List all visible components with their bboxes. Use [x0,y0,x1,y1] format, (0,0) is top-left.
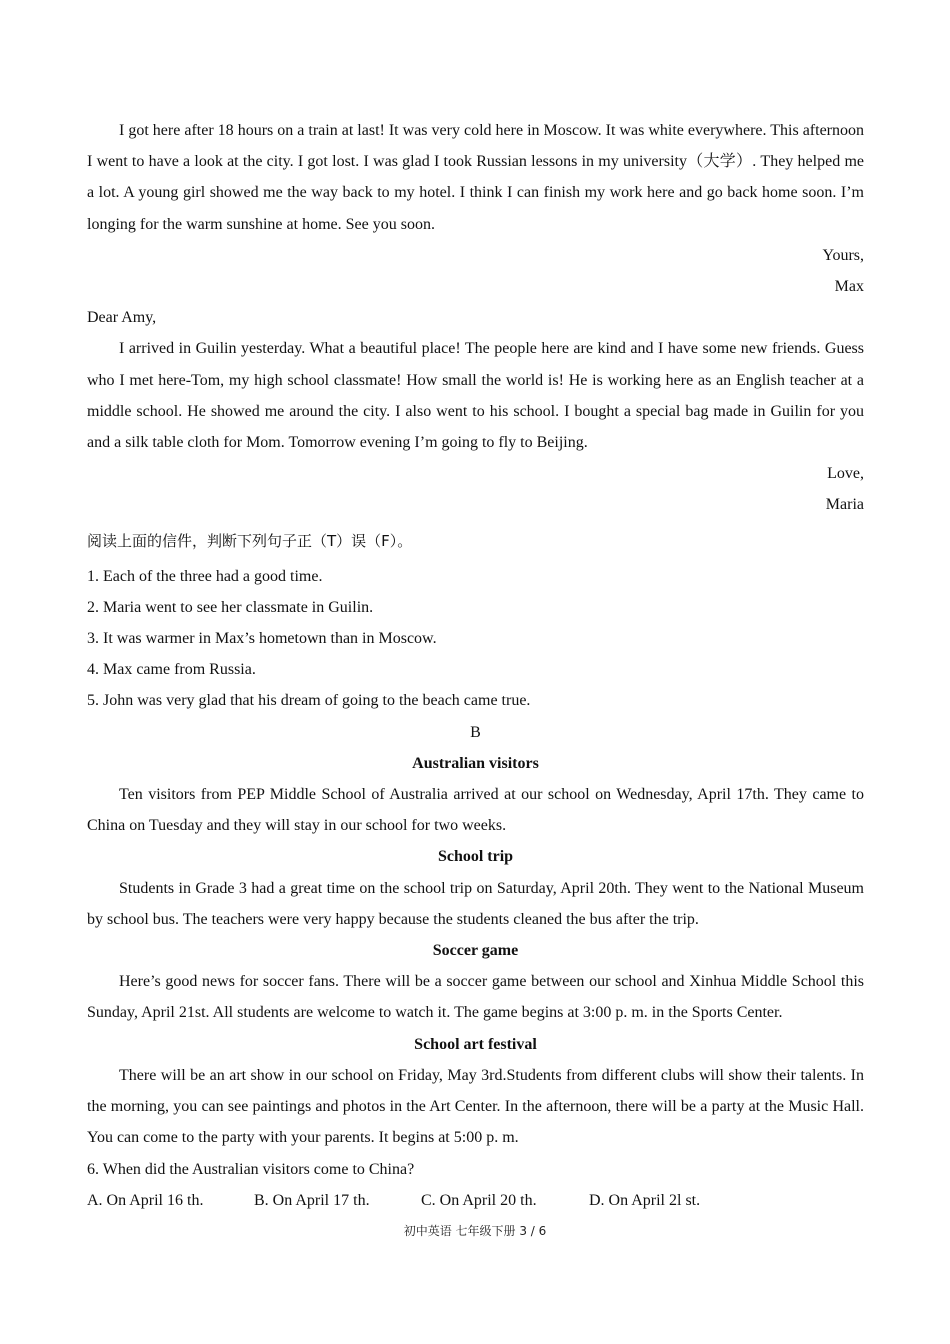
article-title-soccer-game: Soccer game [432,942,519,960]
tf-question-4: 4. Max came from Russia. [87,661,256,679]
letter-maria-closing: Love, [827,465,864,483]
article-body-australian-visitors: Ten visitors from PEP Middle School of Australia arrived at our school on Wednesday, April 17th. They came to China on Tuesday and they will stay in our school for two weeks. [87,786,864,835]
option-a: A. On April 16 th. [87,1191,204,1209]
letter-maria-signature: Maria [825,496,864,514]
question-6-stem: 6. When did the Australian visitors come to China? [87,1160,415,1178]
tf-question-3: 3. It was warmer in Max’s hometown than in Moscow. [87,630,437,648]
question-6-options [87,1185,864,1216]
article-body-art-festival: There will be an art show in our school on Friday, May 3rd.Students from different clubs will show their talents. In the morning, you can see paintings and photos in the Art Center. In the afternoon, there will be a party at the Music Hall. You can come to the party with your parents. It begins at 5:00 p. m. [87,1066,864,1147]
article-title-art-festival: School art festival [414,1035,537,1053]
tf-question-1: 1. Each of the three had a good time. [87,567,323,585]
letter-maria-body: I arrived in Guilin yesterday. What a beautiful place! The people here are kind and I have some new friends. Guess who I met here-Tom, my high school classmate! How small the world is! He is working here as an English teacher at a middle school. He showed me around the city. I also went to his school. I bought a special bag made in Guilin for you and a silk table cloth for Mom. Tomorrow evening I’m going to fly to Beijing. [87,340,864,452]
letter-max-closing: Yours, [822,246,864,264]
letter-max-body: I got here after 18 hours on a train at last! It was very cold here in Moscow. It was white everywhere. This afternoon I went to have a look at the city. I got lost. I was glad I took Russian lessons in my university（大学）. They helped me a lot. A young girl showed me the way back to my hotel. I think I can finish my work here and go back home soon. I’m longing for the warm sunshine at home. See you soon. [87,122,864,233]
page-footer: 初中英语 七年级下册 3 / 6 [403,1224,547,1238]
letter-max-signature: Max [834,278,864,296]
tf-instruction: 阅读上面的信件，判断下列句子正（T）误（F）。 [87,531,413,550]
tf-question-5: 5. John was very glad that his dream of going to the beach came true. [87,692,531,710]
article-title-school-trip: School trip [437,848,514,866]
option-b: B. On April 17 th. [254,1191,370,1209]
section-b-label: B [470,723,481,741]
article-body-soccer-game: Here’s good news for soccer fans. There will be a soccer game between our school and Xinhua Middle School this Sunday, April 21st. All students are welcome to watch it. The game begins at 3:00 p. m. in the Sports Center. [87,973,864,1022]
article-title-australian-visitors: Australian visitors [412,754,539,772]
article-body-school-trip: Students in Grade 3 had a great time on the school trip on Saturday, April 20th. They went to the National Museum by school bus. The teachers were very happy because the students cleaned the bus after the trip. [87,879,864,928]
tf-question-2: 2. Maria went to see her classmate in Guilin. [87,598,374,616]
letter-maria-greeting: Dear Amy, [87,309,157,327]
page-content [87,115,864,1216]
option-d: D. On April 2l st. [589,1191,701,1209]
option-c: C. On April 20 th. [421,1191,537,1209]
